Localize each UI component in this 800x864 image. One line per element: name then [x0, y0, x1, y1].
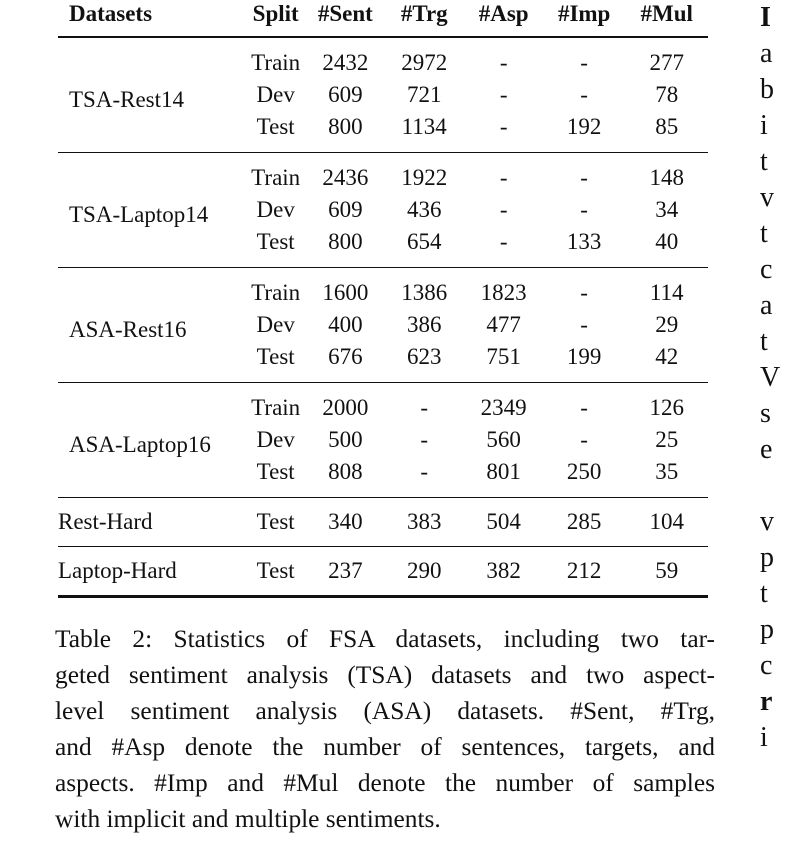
stat-cell: 386	[406, 312, 442, 337]
stat-cell: 40	[655, 229, 679, 254]
split-cell: Test	[256, 459, 295, 484]
stat-cell: -	[499, 50, 508, 75]
stat-cell: -	[499, 197, 508, 222]
dataset-name: ASA-Rest16	[69, 316, 187, 342]
stat-cell: 114	[649, 280, 684, 305]
fragment-line: v	[760, 506, 774, 537]
stat-cell: -	[580, 197, 588, 222]
header-row	[58, 0, 708, 37]
dataset-group	[58, 383, 708, 498]
fragment-line: b	[760, 74, 774, 105]
stat-cell: -	[580, 50, 588, 75]
stat-cell: 800	[328, 229, 363, 254]
dataset-group	[58, 547, 708, 597]
split-cell: Test	[256, 344, 295, 369]
stat-cell: 808	[328, 459, 363, 484]
header-sent: #Sent	[317, 1, 373, 26]
dataset-statistics-table	[58, 0, 708, 598]
stat-cell: -	[499, 229, 508, 254]
stat-cell: 2000	[322, 395, 369, 420]
dataset-group	[58, 153, 708, 268]
fragment-line: s	[760, 398, 771, 429]
dataset-name: ASA-Laptop16	[69, 431, 211, 457]
fragment-line: e	[760, 434, 773, 465]
stat-cell: -	[580, 395, 588, 420]
stat-cell: 2972	[401, 50, 448, 75]
fragment-line: V	[760, 362, 781, 393]
stat-cell: 609	[328, 197, 363, 222]
stat-cell: 2349	[480, 395, 527, 420]
stat-cell: -	[580, 427, 588, 452]
table-caption	[55, 621, 715, 837]
fragment-line: v	[760, 182, 774, 213]
stat-cell: 59	[655, 558, 679, 583]
split-cell: Train	[251, 50, 301, 75]
stat-cell: 800	[328, 114, 363, 139]
stat-cell: 199	[566, 344, 602, 369]
fragment-line: p	[760, 614, 774, 645]
dataset-name: Laptop-Hard	[58, 558, 177, 583]
header-datasets: Datasets	[69, 1, 153, 26]
stat-cell: 560	[486, 427, 521, 452]
stat-cell: 29	[655, 312, 679, 337]
caption-line: and #Asp denote the number of sentences, targets, and	[55, 733, 715, 761]
split-cell: Test	[256, 558, 295, 583]
caption-line: with implicit and multiple sentiments.	[55, 805, 441, 833]
stat-cell: 504	[486, 509, 521, 534]
stat-cell: 751	[486, 344, 521, 369]
fragment-line: i	[760, 110, 768, 141]
stat-cell: -	[499, 82, 508, 107]
header-imp: #Imp	[557, 1, 611, 26]
stat-cell: 721	[406, 82, 442, 107]
fragment-line	[760, 468, 800, 504]
stat-cell: -	[580, 165, 588, 190]
fragment-line: p	[760, 542, 774, 573]
adjacent-column-fragment	[760, 0, 800, 864]
stat-cell: 383	[406, 509, 442, 534]
stat-cell: 400	[328, 312, 363, 337]
stat-cell: 25	[655, 427, 679, 452]
stat-cell: 148	[649, 165, 684, 190]
fragment-line: i	[760, 722, 768, 753]
split-cell: Dev	[256, 82, 295, 107]
stat-cell: 801	[486, 459, 521, 484]
split-cell: Train	[251, 395, 301, 420]
stat-cell: 1922	[401, 165, 448, 190]
fragment-line: a	[760, 38, 773, 69]
caption-line: Table 2: Statistics of FSA datasets, including two tar-	[55, 625, 715, 653]
stat-cell: -	[499, 165, 508, 190]
stat-cell: 133	[566, 229, 602, 254]
stat-cell: 1386	[401, 280, 448, 305]
stat-cell: -	[580, 312, 588, 337]
table-row	[58, 383, 708, 425]
stat-cell: 126	[649, 395, 684, 420]
stat-cell: 382	[486, 558, 521, 583]
table-row	[58, 498, 708, 547]
split-cell: Test	[256, 509, 295, 534]
fragment-line: c	[760, 254, 773, 285]
stat-cell: 1134	[401, 114, 447, 139]
stat-cell: -	[499, 114, 508, 139]
fragment-line: t	[760, 146, 768, 177]
caption-line: geted sentiment analysis (TSA) datasets and two aspect-	[55, 661, 715, 689]
stat-cell: 104	[649, 509, 684, 534]
stat-cell: 477	[486, 312, 521, 337]
fragment-line: r	[760, 686, 773, 717]
header-trg: #Trg	[400, 1, 448, 26]
stat-cell: -	[420, 427, 429, 452]
stat-cell: 78	[655, 82, 679, 107]
stat-cell: -	[580, 82, 588, 107]
fragment-line: c	[760, 650, 773, 681]
stat-cell: 250	[566, 459, 602, 484]
fragment-line: t	[760, 578, 768, 609]
split-cell: Test	[256, 229, 295, 254]
stat-cell: 290	[406, 558, 442, 583]
stat-cell: 85	[655, 114, 679, 139]
fragment-line: a	[760, 290, 773, 321]
dataset-group	[58, 498, 708, 547]
dataset-name: TSA-Laptop14	[69, 201, 209, 227]
stat-cell: -	[420, 459, 429, 484]
split-cell: Dev	[256, 427, 295, 452]
stat-cell: 676	[328, 344, 363, 369]
table-row	[58, 268, 708, 310]
stat-cell: 2432	[322, 50, 369, 75]
stat-cell: 237	[328, 558, 363, 583]
stat-cell: 1600	[322, 280, 369, 305]
stat-cell: 212	[566, 558, 602, 583]
header-mul: #Mul	[640, 1, 693, 26]
fragment-line: t	[760, 326, 768, 357]
stat-cell: 654	[406, 229, 442, 254]
stat-cell: 340	[328, 509, 363, 534]
stat-cell: 1823	[480, 280, 527, 305]
stat-cell: 436	[406, 197, 442, 222]
dataset-name: TSA-Rest14	[69, 86, 184, 112]
stat-cell: 277	[649, 50, 684, 75]
stat-cell: 609	[328, 82, 363, 107]
stat-cell: 2436	[322, 165, 369, 190]
table-row	[58, 547, 708, 597]
table-row	[58, 153, 708, 195]
stat-cell: -	[580, 280, 588, 305]
split-cell: Dev	[256, 312, 295, 337]
stat-cell: 35	[655, 459, 679, 484]
stat-cell: 192	[566, 114, 602, 139]
stat-cell: 285	[566, 509, 602, 534]
stat-cell: -	[420, 395, 429, 420]
stat-cell: 623	[406, 344, 442, 369]
fragment-line: I	[760, 2, 771, 33]
header-split: Split	[252, 1, 299, 26]
stat-cell: 500	[328, 427, 363, 452]
dataset-group	[58, 268, 708, 383]
table-header	[58, 0, 708, 37]
split-cell: Dev	[256, 197, 295, 222]
split-cell: Test	[256, 114, 295, 139]
dataset-group	[58, 37, 708, 153]
dataset-name: Rest-Hard	[58, 509, 153, 534]
caption-line: aspects. #Imp and #Mul denote the number of samples	[55, 769, 715, 797]
split-cell: Train	[251, 165, 301, 190]
fragment-line: t	[760, 218, 768, 249]
caption-line: level sentiment analysis (ASA) datasets. #Sent, #Trg,	[55, 697, 715, 725]
stat-cell: 42	[655, 344, 679, 369]
split-cell: Train	[251, 280, 301, 305]
header-asp: #Asp	[478, 1, 529, 26]
table-row	[58, 37, 708, 79]
stat-cell: 34	[655, 197, 679, 222]
